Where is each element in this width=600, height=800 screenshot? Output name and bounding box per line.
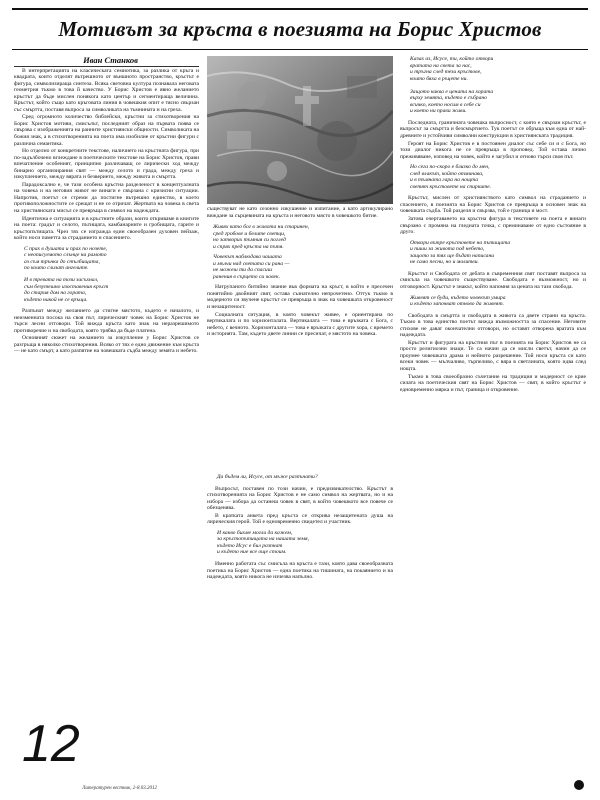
- poem-line: аз съм трънка до стълбищата,: [24, 258, 100, 265]
- poem-line: сред гробове и белите светци,: [213, 230, 286, 237]
- text-column-2: [207, 470, 393, 780]
- paragraph: Натрупаното битийно знание във формата на кръст, в който е пресечен понятийно двойният свят, остава съзнателно непрочетено. Оттук тъкмо в модерното си звучене кръстът се превръща в знак на човешката откровеност и незащитеност.: [207, 284, 393, 311]
- end-mark-icon: [574, 780, 584, 790]
- paragraph: Кръстът и фигурата на кръстния път в поезията на Борис Христов не са просто религиозни знаци. Те са начин да се мисли светът, начин да се проумее човешката драма и нейното разрешение. Той носи кръста си като всеки човек — мълчаливо, търпеливо, с вяра в светлината, която идва след нощта.: [400, 339, 586, 372]
- poem-line: но затворих тъмния си поглед: [213, 237, 286, 244]
- poem-line: светят кръстовете на спирките.: [410, 183, 492, 190]
- photo-caption: съществуват не като сезонно изкушение и изпитание, а като артикулирано виждане за сърцевината на кръста и неговото място в човешкото битие.: [207, 206, 393, 219]
- paragraph: Въпросът, поставен по този начин, е предизвикателство. Кръстът в стихотворенията на Борис Христов е не само символ на жертвата, но и на избора — избора да останеш човек в свят, в който човешкото все повече се обезценява.: [207, 485, 393, 512]
- poem-excerpt: [213, 224, 393, 250]
- paragraph: Основният сюжет на желанието за изкупление у Борис Христов се разгръща в няколко стихотворения. Всяко от тях е едно движение към кръста — не като смърт, а като разпятие на човешката съдба между земята и небето.: [14, 335, 199, 355]
- poem-line: не можеш ти да спасиш: [213, 267, 272, 274]
- poem-line: върху земята, където е събрано: [410, 95, 487, 102]
- paragraph: В кратката анкета пред кръста се открива незащитената душа на лирическия герой. Той е едновременно свидетел и участник.: [207, 512, 393, 526]
- poem-line: и тръгна след тези кръстове,: [410, 69, 482, 76]
- poem-line: с неописуемото слънце на рамото: [24, 252, 107, 259]
- page-footer: Литературен вестник, 2-8.03.2012: [82, 786, 157, 791]
- poem-line: за кръстопътищата на нашата земя,: [217, 536, 309, 543]
- poem-line: и спрях пред кръста на пътя.: [213, 243, 284, 250]
- poem-line: С прах в душата и прах по нозете,: [24, 245, 108, 252]
- poem-line: всичко, което носим в себе си: [410, 101, 481, 108]
- poem-line: вратата на света за нас,: [410, 62, 472, 69]
- stone-wall-image: [207, 56, 393, 204]
- poem-line: и където ние все още стоим.: [217, 549, 287, 556]
- poem-excerpt: [217, 530, 393, 556]
- poem-line: не само песни, но и молитви.: [410, 259, 479, 266]
- paragraph: В интерпретацията на класическата семиотика, за разлика от кръга и квадрата, които отделят вътрешното от външното пространство, кръстът е фигура, символизираща синтеза. Всяка световна култура познавала неговата геометрия тъкмо в това й качество. У Борис Христов е явно желанието кръстът да бъде мислен понякога като център и сегментираща величина. Кръстът, който също като кръговата линия в човешкия опит е тясно свързан със смъртта, поставя въпроса за символиката на тъмнината и на греха.: [14, 67, 199, 113]
- paragraph: Сред огромното количество библейски, кръстни за стихотворения на Борис Христов мотиви, смисълът, последният образ на първата поява се свързва с изображенията на ранните християнски общности. Символиката на божия знак, а в стихотворенията на поета има изобилие от кръстни фигури с различна семантика.: [14, 114, 199, 147]
- poem-line: до стария дом на гората,: [24, 290, 87, 297]
- article-header: [12, 8, 588, 50]
- paragraph: Тъкмо в това своеобразно съчетание на традиция и модерност се крие силата на поетическия свят на Борис Христов — свят, в който кръстът е едновременно мярка и път, граница и откровение.: [400, 373, 586, 393]
- poem-line: и пиши за живота под небето,: [410, 246, 485, 253]
- poem-line: защото за тях ще бъдат написани: [410, 252, 495, 259]
- poem-excerpt: [24, 277, 199, 303]
- paragraph: Героят на Борис Христов е в постоянен диалог със себе си и с Бога, но този диалог никога не се превръща в проповед. Той остава лично преживяване, изповед на човек, който е загубил и отново търси своя път.: [400, 140, 586, 160]
- article-photo: [207, 56, 393, 204]
- poem-line: ранения в сърцето си човек.: [213, 273, 281, 280]
- poem-line: и мълчи над светата си рана —: [213, 260, 290, 267]
- paragraph: Идентична е ситуацията и в кръстните образи, които откриваме в книгите на поета: градът и селото, пътищата, камбанариите и гробищата, гарите и кръстопътищата. Чрез тях се изгражда един своеобразен духовен пейзаж, който носи паметта за страданието и спасението.: [14, 215, 199, 242]
- poem-excerpt: [217, 474, 393, 481]
- paragraph: Свободата в смъртта и свободата в живота са двете страни на кръста. Тъкмо в това единство поетът вижда възможността за спасение. Неговите стихове не дават окончателни отговори, но оставят отворена вратата към надеждата.: [400, 312, 586, 339]
- poem-excerpt: [24, 246, 199, 272]
- paragraph: Кръстът и Свободата от дебата в съвременния свят поставят въпроса за смисъла на човешкото съществуване. Свободата е възможност, но и отговорност. Кръстът е знакът, който напомня за цената на тази свобода.: [400, 270, 586, 290]
- poem-line: и където започват отново да живеят.: [410, 301, 504, 308]
- poem-line: и в тъмната гара на нощта: [410, 177, 479, 184]
- poem-excerpt: [213, 254, 393, 280]
- paragraph: Но отделно от конкретните текстове, наличието на кръстната фигура, при по-задълбочено вглеждане в поетическите текстове на Борис Христов, прави впечатление особеният, принципно различаващ се лирически ход между бинарно организирания свят — между селото и града, между греха и изкуплението, между вярата и безверието, между живота и смъртта.: [14, 148, 199, 181]
- poem-excerpt: [410, 240, 586, 266]
- paragraph: Затова очертаването на кръстна фигура в текстовете на поета е винаги свързано с промяна на гледната точка, с преминаване от едно състояние в друго.: [400, 216, 586, 236]
- text-column-3: [400, 56, 586, 786]
- poem-line: Защото каква е цената на хората: [410, 88, 494, 95]
- poem-excerpt: [410, 164, 586, 190]
- poem-line: Но сега по-скоро е близко до мен,: [410, 164, 490, 171]
- poem-excerpt: [410, 56, 586, 115]
- poem-line: и което ни прави живи.: [410, 108, 467, 115]
- poem-line: които бяха в ръцете ни.: [410, 75, 468, 82]
- poem-line: Да бъдем ли, Исусе, от мъже разпънати?: [217, 474, 318, 480]
- poem-line: по които слизат ангелите.: [24, 265, 89, 272]
- poem-line: Живеят се буди, където човекът умира: [410, 294, 506, 301]
- poem-line: Живях като бог в живота ни старинен,: [213, 224, 310, 230]
- poem-line: Човекът наблюдава чашата: [213, 254, 282, 261]
- poem-line: Казах аз, Исусе, ти, който отвори: [410, 56, 494, 62]
- page-number: 12: [22, 715, 80, 773]
- author-name: Иван Станков: [14, 56, 199, 67]
- paragraph: Парадоксално е, че тази особена кръстна разделеност в концептуалната на човека и на неговия живот не винаги е свързана с кризисни ситуации. Напротив, поетът се стреми да постигне вътрешно единство, в което противоположностите се срещат и не се отричат. Жертвата на човека в света на християнската мисъл се превръща в символ на надеждата.: [14, 181, 199, 215]
- poem-line: където Исус е бил разпнат: [217, 542, 283, 549]
- article-title: Мотивът за кръста в поезията на Борис Христов: [58, 17, 542, 41]
- paragraph: Разпънат между желанието да стигне мястото, където е началото, и неизменната посока на своя път, лирическият човек на Борис Христов не търси лесни отговори. Той вижда кръста като знак на неразрешимото противоречие и на свободата, която трябва да бъде платена.: [14, 308, 199, 334]
- poem-line: съм безутешно изоставения кръст: [24, 283, 109, 290]
- paragraph: Кръстът, мислен от християнството като символ на страданието и спасението, в поезията на Борис Христов се превръща в основен знак на човешката съдба. Той разделя и свързва, той е граница и мост.: [400, 195, 586, 215]
- poem-excerpt: [410, 295, 586, 308]
- text-column-1: [14, 56, 199, 746]
- paragraph: Последната, граничната човешка въпросност, с която е свързан кръстът, е въпросът за смъртта и безсмъртието. Тук поетът се обръща към една от най-древните и устойчиви символни конструкции в християнската традиция.: [400, 119, 586, 140]
- middle-poems: [207, 222, 393, 339]
- poem-line: където никой не се връща.: [24, 296, 88, 303]
- paragraph: Именно работата със смисъла на кръста е тази, която дава своеобразната поетика на Борис Христов — една поетика на тишината, на покаянието и на надеждата, която никога не изчезва напълно.: [207, 561, 393, 581]
- poem-line: след влакът, който отминава,: [410, 170, 484, 177]
- poem-line: И какво бихме могли да кажем,: [217, 529, 293, 536]
- poem-line: И в тревата на този засъхнал,: [24, 276, 99, 283]
- paragraph: Социалната ситуация, в която човекът живее, е ориентирана по вертикалата и по хоризонталата. Вертикалата — това е връзката с Бога, с небето, с вечното. Хоризонталата — това е връзката с другите хора, с времето и историята. Там, където двете линии се пресичат, е мястото на човека.: [207, 311, 393, 338]
- poem-line: Отвори вътре кръстовете на пътищата: [410, 239, 511, 246]
